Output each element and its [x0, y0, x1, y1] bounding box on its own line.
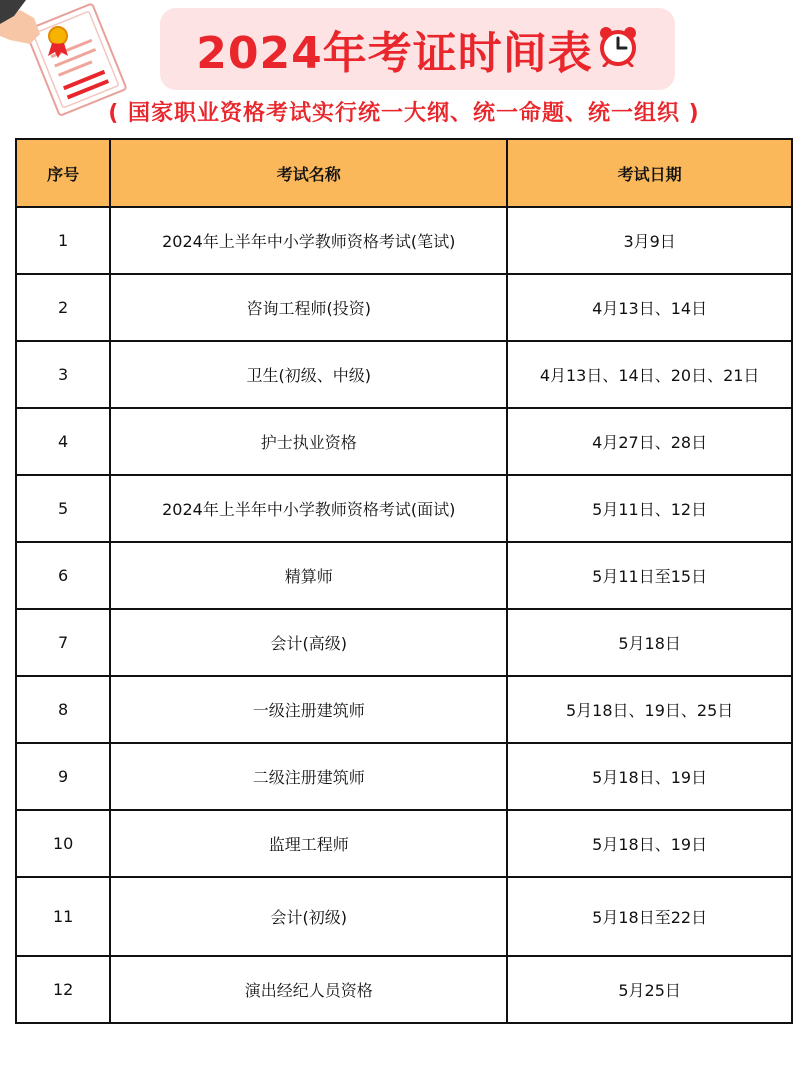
row-number: 12: [16, 956, 110, 1023]
header-number: 序号: [16, 139, 110, 207]
row-exam-date: 5月18日至22日: [507, 877, 792, 956]
row-exam-date: 5月18日、19日、25日: [507, 676, 792, 743]
row-number: 7: [16, 609, 110, 676]
row-exam-name: 一级注册建筑师: [110, 676, 507, 743]
table-row: [16, 475, 792, 542]
row-exam-date: 4月13日、14日、20日、21日: [507, 341, 792, 408]
table-row: [16, 542, 792, 609]
row-number: 6: [16, 542, 110, 609]
table-row: [16, 956, 792, 1023]
row-exam-name: 会计(高级): [110, 609, 507, 676]
row-exam-date: 5月11日至15日: [507, 542, 792, 609]
row-number: 3: [16, 341, 110, 408]
row-number: 2: [16, 274, 110, 341]
row-exam-date: 5月25日: [507, 956, 792, 1023]
table-row: [16, 743, 792, 810]
row-exam-name: 2024年上半年中小学教师资格考试(面试): [110, 475, 507, 542]
row-number: 9: [16, 743, 110, 810]
row-exam-date: 5月18日、19日: [507, 810, 792, 877]
row-number: 8: [16, 676, 110, 743]
row-exam-date: 4月13日、14日: [507, 274, 792, 341]
row-number: 10: [16, 810, 110, 877]
table-row: [16, 609, 792, 676]
subtitle: ( 国家职业资格考试实行统一大纲、统一命题、统一组织 ): [108, 101, 700, 126]
page-title: 2024年考证时间表: [196, 28, 593, 79]
row-exam-date: 5月18日、19日: [507, 743, 792, 810]
table-row: [16, 341, 792, 408]
row-exam-date: 4月27日、28日: [507, 408, 792, 475]
row-number: 4: [16, 408, 110, 475]
row-exam-name: 卫生(初级、中级): [110, 341, 507, 408]
row-exam-date: 5月18日: [507, 609, 792, 676]
row-exam-name: 会计(初级): [110, 877, 507, 956]
table-row: [16, 408, 792, 475]
row-number: 5: [16, 475, 110, 542]
row-exam-name: 护士执业资格: [110, 408, 507, 475]
row-number: 11: [16, 877, 110, 956]
row-exam-name: 2024年上半年中小学教师资格考试(笔试): [110, 207, 507, 274]
alarm-clock-icon: [597, 25, 639, 67]
title-banner: [160, 8, 675, 90]
header-exam-name: 考试名称: [110, 139, 507, 207]
row-exam-name: 监理工程师: [110, 810, 507, 877]
table-row: [16, 274, 792, 341]
row-exam-name: 演出经纪人员资格: [110, 956, 507, 1023]
table-row: [16, 676, 792, 743]
row-number: 1: [16, 207, 110, 274]
header-exam-date: 考试日期: [507, 139, 792, 207]
exam-schedule-table: [15, 138, 793, 1024]
table-row: [16, 877, 792, 956]
row-exam-name: 咨询工程师(投资): [110, 274, 507, 341]
row-exam-date: 5月11日、12日: [507, 475, 792, 542]
row-exam-name: 二级注册建筑师: [110, 743, 507, 810]
row-exam-name: 精算师: [110, 542, 507, 609]
table-header-row: [16, 139, 792, 207]
row-exam-date: 3月9日: [507, 207, 792, 274]
table-row: [16, 207, 792, 274]
table-row: [16, 810, 792, 877]
